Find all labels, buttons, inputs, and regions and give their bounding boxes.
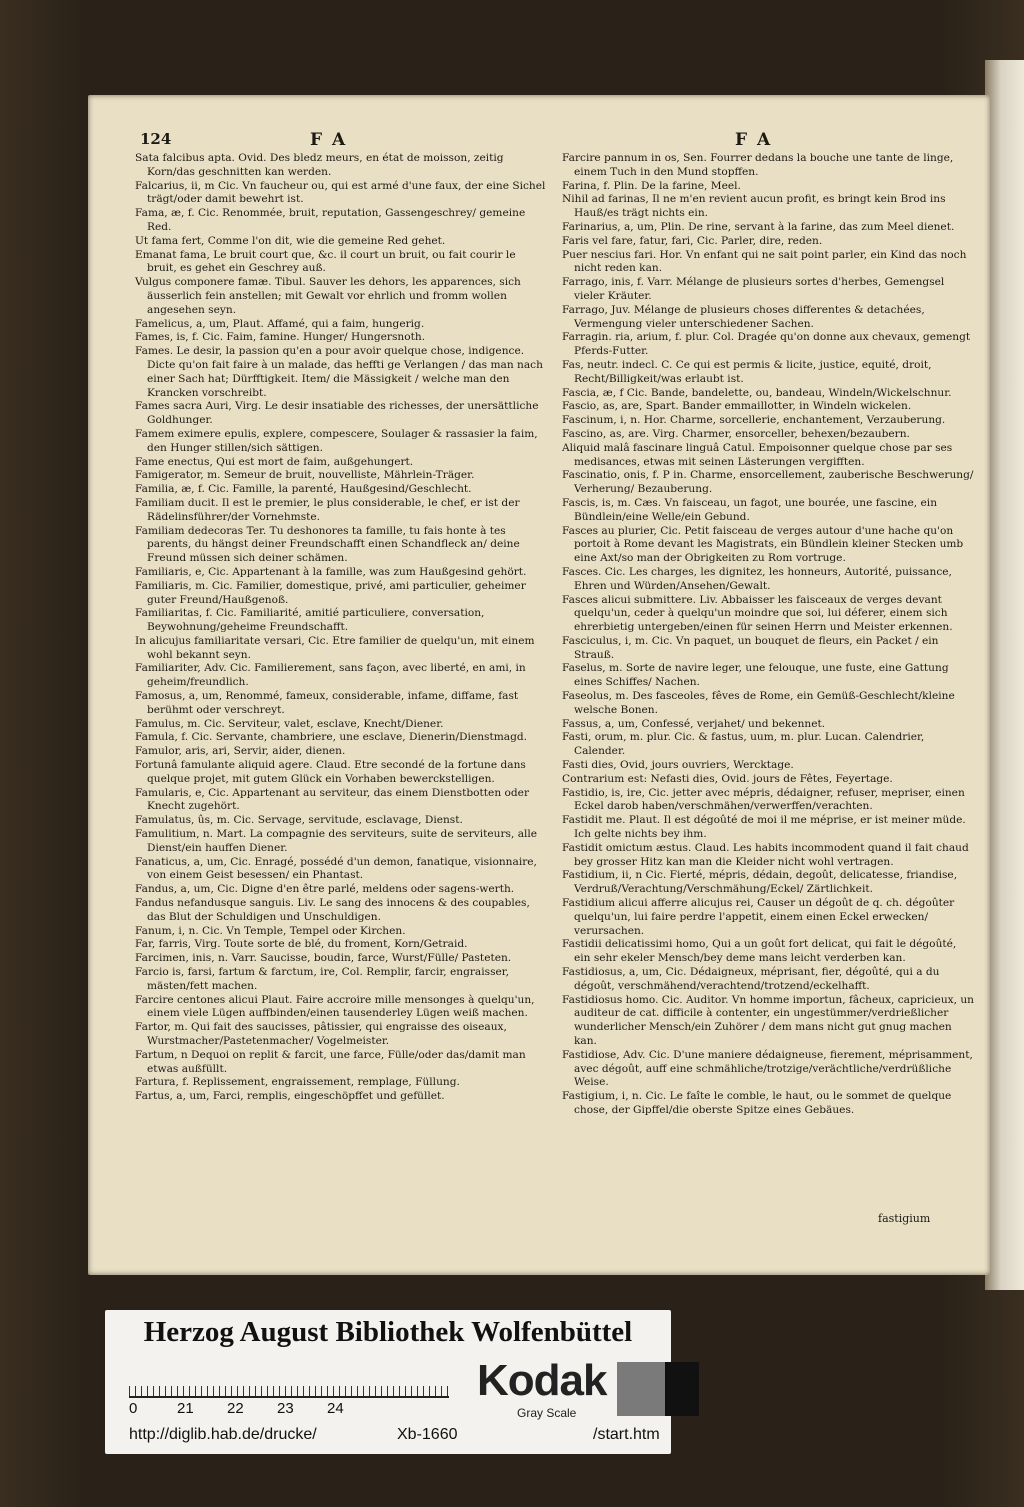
dictionary-entry: Fas, neutr. indecl. C. Ce qui est permis & licite, justice, equité, droit, Recht/Billigkeit/was erlaubt ist. [562, 358, 932, 385]
running-head-right: F A [735, 130, 773, 150]
dictionary-entry: Famula, f. Cic. Servante, chambriere, une esclave, Dienerin/Dienstmagd. [135, 731, 528, 744]
dictionary-entry: Famosus, a, um, Renommé, fameux, considerable, infame, diffame, fast berühmt oder verschreyt. [135, 690, 519, 716]
dictionary-entry: Fastidit omictum æstus. Claud. Les habits incommodent quand il fait chaud bey grosser Hitz kan man die Kleider nicht wohl vertragen. [562, 841, 969, 868]
dictionary-entry: Fastidiosus homo. Cic. Auditor. Vn homme importun, fâcheux, capricieux, un auditeur de cat. difficile à contenter, ein ungestümmer/verdrießlicher wunderlicher Mensch/ein Zuhörer / dem mans nicht gut gnug machen kan. [562, 993, 974, 1047]
dictionary-entry: Famularis, e, Cic. Appartenant au serviteur, das einem Dienstbotten oder Knecht zugehört. [135, 786, 530, 813]
dictionary-entry: Fastidit me. Plaut. Il est dégoûté de moi il me méprise, er ist meiner müde. Ich gelte nichts bey ihm. [562, 814, 966, 841]
dictionary-entry: Faseolus, m. Des fasceoles, fêves de Rome, ein Gemüß-Geschlecht/kleine welsche Bonen. [562, 690, 955, 716]
dictionary-entry: Aliquid malâ fascinare linguâ Catul. Empoisonner quelque chose par ses medisances, etwas mit seinen Lästerungen vergifften. [562, 441, 953, 468]
dictionary-entry: Fascia, æ, f Cic. Bande, bandelette, ou, bandeau, Windeln/Wickelschnur. [562, 386, 952, 399]
dictionary-entry: Fartum, n Dequoi on replit & farcit, une farce, Fülle/oder das/damit man etwas außfüllt. [135, 1048, 526, 1075]
dictionary-entry: Fastidio, is, ire, Cic. jetter avec mépris, dédaigner, refuser, mepriser, einen Eckel darob haben/verschmähen/verwerffen/verachten. [562, 786, 965, 813]
running-head-left: F A [310, 130, 348, 150]
dictionary-entry: Famigerator, m. Semeur de bruit, nouvelliste, Mährlein-Träger. [135, 469, 475, 482]
dictionary-entry: Contrarium est: Nefasti dies, Ovid. jours de Fêtes, Feyertage. [562, 772, 893, 785]
dictionary-entry: Fascinum, i, n. Hor. Charme, sorcellerie, enchantement, Verzauberung. [562, 414, 946, 427]
dictionary-entry: Farcire centones alicui Plaut. Faire accroire mille mensonges à quelqu'un, einem viele Lügen auffbinden/einen tausenderley Lügen weiß machen. [135, 993, 535, 1020]
dictionary-entry: Fastigium, i, n. Cic. Le faîte le comble, le haut, ou le sommet de quelque chose, der Gipffel/die oberste Spitze eines Gebäues. [562, 1090, 952, 1116]
dictionary-entry: Faselus, m. Sorte de navire leger, une felouque, une fuste, eine Gattung eines Schiffes/ Nachen. [562, 662, 949, 689]
left-column [135, 152, 547, 1104]
ruler-number: 0 [129, 1400, 138, 1417]
dictionary-entry: Farcire pannum in os, Sen. Fourrer dedans la bouche une tante de linge, einem Tuch in den Mund stopffen. [562, 152, 954, 178]
dictionary-entry: Vulgus componere famæ. Tibul. Sauver les dehors, les apparences, sich äusserlich fein anstellen; mit Gewalt vor ehrlich und fromm wollen angesehen seyn. [135, 276, 521, 316]
right-column [562, 152, 974, 1118]
dictionary-entry: Farrago, Juv. Mélange de plusieurs choses differentes & detachées, Vermengung vieler unterschiedener Sachen. [562, 303, 925, 330]
library-color-card [105, 1310, 671, 1454]
catchword: fastigium [878, 1212, 931, 1225]
ruler-number: 21 [177, 1400, 194, 1417]
dictionary-entry: Fastidii delicatissimi homo, Qui a un goût fort delicat, qui fait le dégoûté, ein sehr ekeler Mensch/bey deme mans leicht verderben kan. [562, 938, 957, 965]
dictionary-entry: Fartus, a, um, Farci, remplis, eingeschöpffet und gefüllet. [135, 1090, 445, 1103]
ruler-number: 23 [277, 1400, 294, 1417]
dictionary-entry: Famulor, aris, ari, Servir, aider, dienen. [135, 745, 346, 758]
dictionary-entry: Farragin. ria, arium, f. plur. Col. Dragée qu'on donne aux chevaux, gemengt Pferds-Futter. [562, 331, 971, 358]
dictionary-entry: Fandus, a, um, Cic. Digne d'en être parlé, meldens oder sagens-werth. [135, 883, 515, 896]
dictionary-entry: Fandus nefandusque sanguis. Liv. Le sang des innocens & des coupables, das Blut der Schuldigen und Unschuldigen. [135, 897, 530, 923]
dictionary-entry: Fanaticus, a, um, Cic. Enragé, possédé d'un demon, fanatique, visionnaire, von einem Geist besessen/ ein Phantast. [135, 855, 537, 882]
dictionary-entry: Famulitium, n. Mart. La compagnie des serviteurs, suite de serviteurs, alle Dienst/ein hauffen Diener. [135, 828, 538, 854]
dictionary-entry: Farinarius, a, um, Plin. De rine, servant à la farine, das zum Meel dienet. [562, 220, 955, 233]
dictionary-entry: Fame enectus, Qui est mort de faim, außgehungert. [135, 455, 414, 468]
dictionary-entry: Fasces. Cic. Les charges, les dignitez, les honneurs, Autorité, puissance, Ehren und Würden/Ansehen/Gewalt. [562, 565, 952, 592]
dictionary-entry: Fortunâ famulante aliquid agere. Claud. Etre secondé de la fortune dans quelque projet, mit gutem Glück ein Vorhaben bewerckstelligen. [135, 759, 526, 785]
dictionary-entry: Familiariter, Adv. Cic. Familierement, sans façon, avec liberté, en ami, in geheim/freundlich. [135, 662, 526, 689]
dictionary-entry: Familiaritas, f. Cic. Familiarité, amitié particuliere, conversation, Beywohnung/geheime Freundschafft. [135, 607, 485, 634]
shelfmark: Xb-1660 [397, 1426, 458, 1443]
dictionary-entry: Falcarius, ii, m Cic. Vn faucheur ou, qui est armé d'une faux, der eine Sichel trägt/oder damit bewehrt ist. [135, 179, 546, 206]
dictionary-entry: Fasti, orum, m. plur. Cic. & fastus, uum, m. plur. Lucan. Calendrier, Calender. [562, 731, 925, 758]
dictionary-entry: Fascino, as, are. Virg. Charmer, ensorceller, behexen/bezaubern. [562, 427, 910, 440]
dictionary-entry: Fassus, a, um, Confessé, verjahet/ und bekennet. [562, 717, 826, 730]
dictionary-entry: Fames sacra Auri, Virg. Le desir insatiable des richesses, der unersättliche Goldhunger. [135, 400, 539, 427]
dictionary-entry: Familiaris, e, Cic. Appartenant à la famille, was zum Haußgesind gehört. [135, 565, 527, 578]
dictionary-entry: Fames. Le desir, la passion qu'en a pour avoir quelque chose, indigence. Dicte qu'on fait faire à un malade, das heffti ge Verlangen / das man nach einer Sach hat; Dürfftigkeit. Item/ die Mässigkeit / welche man den Krancken vorschreibt. [135, 345, 543, 399]
gray-swatch [617, 1362, 665, 1416]
dictionary-entry: Ut fama fert, Comme l'on dit, wie die gemeine Red gehet. [135, 234, 446, 247]
card-footer [105, 1418, 671, 1454]
dictionary-entry: Emanat fama, Le bruit court que, &c. il court un bruit, ou fait courir le bruit, es gehet ein Geschrey auß. [135, 248, 516, 275]
dictionary-entry: Fartor, m. Qui fait des saucisses, pâtissier, qui engraisse des oiseaux, Wurstmacher/Pastetenmacher/ Vogelmeister. [135, 1021, 507, 1047]
source-url: http://diglib.hab.de/drucke/ [129, 1426, 317, 1443]
dictionary-entry: Fascinatio, onis, f. P in. Charme, ensorcellement, zauberische Beschwerung/ Verherung/ Bezauberung. [562, 469, 974, 496]
dictionary-entry: Farina, f. Plin. De la farine, Meel. [562, 179, 741, 192]
ruler-number: 22 [227, 1400, 244, 1417]
dictionary-entry: Fastidiose, Adv. Cic. D'une maniere dédaigneuse, fierement, méprisamment, avec dégoût, auff eine schmähliche/trotzige/verächtliche/verdrüßliche Weise. [562, 1048, 973, 1089]
dictionary-entry: Nihil ad farinas, Il ne m'en revient aucun profit, es bringt kein Brod ins Hauß/es trägt nichts ein. [562, 193, 946, 220]
measurement-ruler [129, 1362, 449, 1398]
dictionary-entry: Familiam dedecoras Ter. Tu deshonores ta famille, tu fais honte à tes parents, du hängst deiner Freundschafft einen Schandfleck an/ deine Freund müssen sich deiner schämen. [135, 524, 520, 565]
dictionary-entry: Farcimen, inis, n. Varr. Saucisse, boudin, farce, Wurst/Fülle/ Pasteten. [135, 952, 512, 965]
dictionary-entry: Fartura, f. Replissement, engraissement, remplage, Füllung. [135, 1076, 460, 1089]
dictionary-entry: Fasces alicui submittere. Liv. Abbaisser les faisceaux de verges devant quelqu'un, ceder à quelqu'un moindre que soi, lui déferer, einem sich ehrerbietig untergeben/einen für seinen Herrn und Meister erkennen. [562, 593, 953, 634]
dictionary-entry: Faris vel fare, fatur, fari, Cic. Parler, dire, reden. [562, 234, 823, 247]
dictionary-entry: Puer nescius fari. Hor. Vn enfant qui ne sait point parler, ein Kind das noch nicht reden kan. [562, 248, 967, 275]
dictionary-entry: Familiaris, m. Cic. Familier, domestique, privé, ami particulier, geheimer guter Freund/Haußgenoß. [135, 579, 526, 606]
dictionary-entry: Sata falcibus apta. Ovid. Des bledz meurs, en état de moisson, zeitig Korn/das geschnitten kan werden. [135, 152, 504, 178]
dictionary-entry: Fastidium alicui afferre alicujus rei, Causer un dégoût de q. ch. dégoûter quelqu'un, lui faire perdre l'appetit, einem einen Eckel erwecken/ verursachen. [562, 897, 955, 937]
dictionary-entry: Fanum, i, n. Cic. Vn Temple, Tempel oder Kirchen. [135, 924, 406, 937]
dictionary-entry: Famulatus, ûs, m. Cic. Servage, servitude, esclavage, Dienst. [135, 814, 463, 827]
dictionary-entry: Farcio is, farsi, fartum & farctum, ire, Col. Remplir, farcir, engraisser, mästen/fett machen. [135, 966, 510, 992]
dictionary-entry: Famulus, m. Cic. Serviteur, valet, esclave, Knecht/Diener. [135, 717, 444, 730]
dictionary-entry: Fasces au plurier, Cic. Petit faisceau de verges autour d'une hache qu'on portoit à Rome devant les Magistrats, ein Bündlein kleiner Stecken umb eine Axt/so man der Obrigkeiten zu Rom vortruge. [562, 524, 964, 565]
dictionary-entry: In alicujus familiaritate versari, Cic. Etre familier de quelqu'un, mit einem wohl bekannt seyn. [135, 634, 535, 661]
dictionary-entry: Familia, æ, f. Cic. Famille, la parenté, Haußgesind/Geschlecht. [135, 483, 472, 496]
dictionary-entry: Farrago, inis, f. Varr. Mélange de plusieurs sortes d'herbes, Gemengsel vieler Kräuter. [562, 276, 945, 302]
dictionary-entry: Fama, æ, f. Cic. Renommée, bruit, reputation, Gassengeschrey/ gemeine Red. [135, 207, 526, 233]
dictionary-entry: Far, farris, Virg. Toute sorte de blé, du froment, Korn/Getraid. [135, 938, 468, 951]
dictionary-entry: Fastidium, ii, n Cic. Fierté, mépris, dédain, degoût, delicatesse, friandise, Verdruß/Verachtung/Verschmähung/Eckel/ Zärtlichkeit. [562, 869, 958, 896]
dictionary-entry: Famelicus, a, um, Plaut. Affamé, qui a faim, hungerig. [135, 317, 425, 330]
dictionary-entry: Famem eximere epulis, explere, compescere, Soulager & rassasier la faim, den Hunger stillen/sich sättigen. [135, 427, 538, 454]
dictionary-entry: Fastidiosus, a, um, Cic. Dédaigneux, méprisant, fier, dégoûté, qui a du dégoût, verschmähend/verachtend/trotzend/eckelhafft. [562, 966, 940, 992]
dictionary-entry: Fasti dies, Ovid, jours ouvriers, Wercktage. [562, 759, 794, 772]
dictionary-entry: Fascis, is, m. Cæs. Vn faisceau, un fagot, une bourée, une fascine, ein Bündlein/eine Welle/ein Gebund. [562, 496, 938, 523]
library-name: Herzog August Bibliothek Wolfenbüttel [143, 1316, 633, 1348]
black-swatch [665, 1362, 699, 1416]
adjacent-page-edge [985, 60, 1024, 1290]
dictionary-entry: Familiam ducit. Il est le premier, le plus considerable, le chef, er ist der Rädelinsführer/der Vornehmste. [135, 496, 520, 523]
gray-scale-label: Gray Scale [517, 1406, 577, 1420]
start-link: /start.htm [593, 1426, 660, 1443]
page-number: 124 [140, 130, 172, 148]
dictionary-entry: Fames, is, f. Cic. Faim, famine. Hunger/ Hungersnoth. [135, 331, 426, 344]
dictionary-entry: Fasciculus, i, m. Cic. Vn paquet, un bouquet de fleurs, ein Packet / ein Strauß. [562, 634, 939, 661]
dictionary-entry: Fascio, as, are, Spart. Bander emmaillotter, in Windeln wickelen. [562, 400, 912, 413]
ruler-number: 24 [327, 1400, 344, 1417]
page-header [110, 130, 970, 150]
kodak-logo: Kodak [477, 1356, 607, 1405]
